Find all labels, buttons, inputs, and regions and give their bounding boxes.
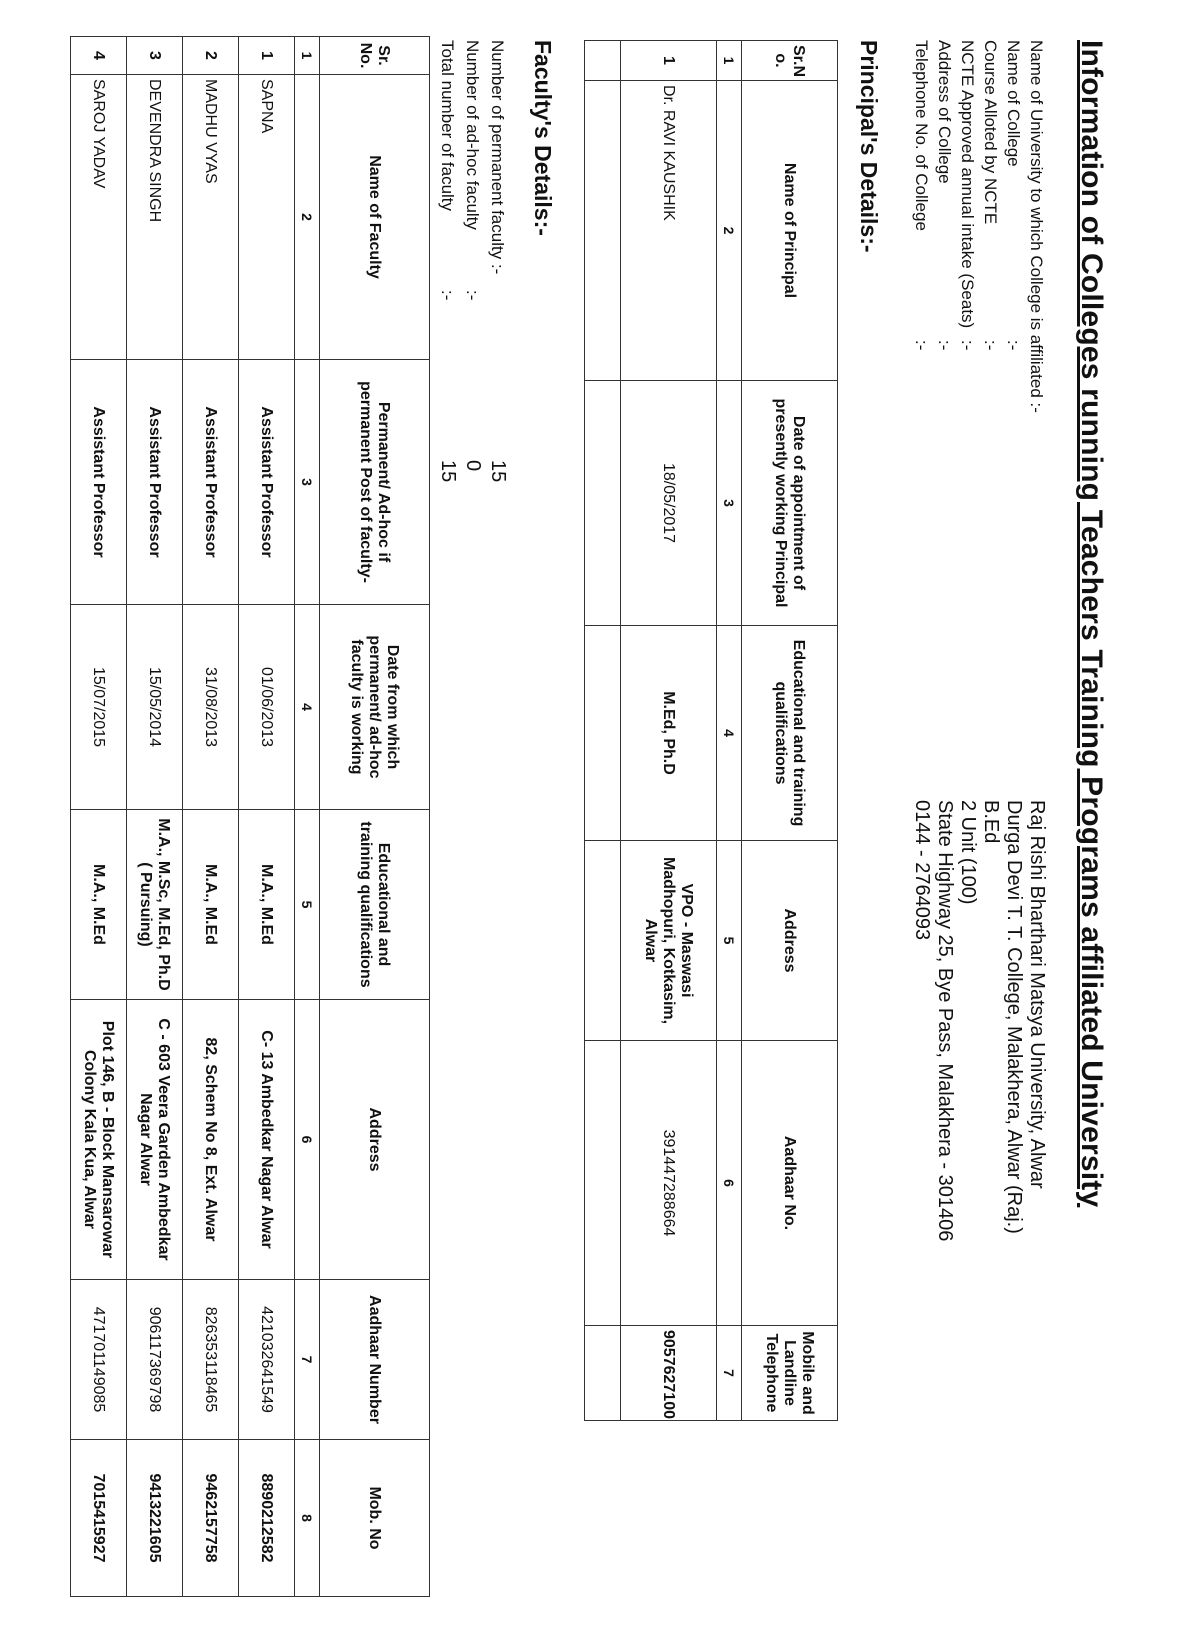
header-cell: Sr.N o. xyxy=(742,41,838,81)
info-row-course: Course Alloted by NCTE :- B.Ed xyxy=(980,40,1002,844)
header-cell: Address xyxy=(320,1000,430,1280)
cell-post: Assistant Professor xyxy=(239,360,295,605)
table-row xyxy=(621,41,717,1421)
summary-permanent: Number of permanent faculty :- 15 xyxy=(487,40,509,483)
table-row xyxy=(71,37,127,1597)
cell-address: 82, Schem No 8, Ext. Alwar xyxy=(183,1000,239,1280)
cell-mobile: 9413221605 xyxy=(127,1440,183,1597)
cell-qualification: M.A., M.Ed xyxy=(183,810,239,1000)
info-row-college: Name of College :- Durga Devi T. T. College, Malakhera, Alwar (Raj.) xyxy=(1003,40,1025,1234)
cell-date: 31/08/2013 xyxy=(183,605,239,810)
table-row xyxy=(183,37,239,1597)
cell-address: C - 603 Veera Garden Ambedkar Nagar Alwar xyxy=(127,1000,183,1280)
cell-qualification: M.A., M.Sc, M.Ed, Ph.D ( Pursuing) xyxy=(127,810,183,1000)
principal-header-row xyxy=(742,41,838,1421)
cell-mobile: 9462157758 xyxy=(183,1440,239,1597)
column-number: 4 xyxy=(717,626,742,841)
cell-sr: 3 xyxy=(127,37,183,75)
cell-name: MADHU VYAS xyxy=(183,75,239,360)
header-cell: Date of appointment of presently working Principal xyxy=(742,381,838,626)
column-number: 1 xyxy=(717,41,742,81)
column-number: 2 xyxy=(717,81,742,381)
cell-name: DEVENDRA SINGH xyxy=(127,75,183,360)
column-number: 4 xyxy=(295,605,320,810)
faculty-header-row xyxy=(320,37,430,1597)
cell-name: Dr. RAVI KAUSHIK xyxy=(621,81,717,381)
document-title: Information of Colleges running Teachers Training Programs affiliated University xyxy=(1075,40,1108,1208)
summary-total: Total number of faculty :- 15 xyxy=(437,40,459,483)
summary-adhoc: Number of ad-hoc faculty :- 0 xyxy=(462,40,484,472)
faculty-colnum-row xyxy=(295,37,320,1597)
column-number: 5 xyxy=(717,841,742,1041)
column-number: 7 xyxy=(295,1280,320,1440)
cell-sr: 1 xyxy=(239,37,295,75)
info-row-telephone: Telephone No. of College :- 0144 - 2764093 xyxy=(911,40,933,941)
cell-post: Assistant Professor xyxy=(127,360,183,605)
cell-aadhaar: 391447288664 xyxy=(621,1041,717,1326)
cell-date: 01/06/2013 xyxy=(239,605,295,810)
cell-aadhaar: 421032641549 xyxy=(239,1280,295,1440)
cell-mobile: 8890212582 xyxy=(239,1440,295,1597)
cell-address: Plot 146, B - Block Mansarowar Colony Kala Kua, Alwar xyxy=(71,1000,127,1280)
column-number: 6 xyxy=(295,1000,320,1280)
column-number: 3 xyxy=(717,381,742,626)
header-cell: Educational and training qualifications xyxy=(320,810,430,1000)
column-number: 2 xyxy=(295,75,320,360)
faculty-summary xyxy=(435,40,510,482)
column-number: 6 xyxy=(717,1041,742,1326)
principal-heading: Principal's Details:- xyxy=(856,40,882,253)
header-cell: Date from which permanent/ ad-hoc faculty is working xyxy=(320,605,430,810)
column-number: 3 xyxy=(295,360,320,605)
cell-post: Assistant Professor xyxy=(183,360,239,605)
cell-date: 15/07/2015 xyxy=(71,605,127,810)
header-cell: Aadhaar No. xyxy=(742,1041,838,1326)
header-cell: Name of Principal xyxy=(742,81,838,381)
faculty-heading: Faculty's Details:- xyxy=(530,40,556,236)
header-cell: Educational and training qualifications xyxy=(742,626,838,841)
info-row-intake: NCTE Approved annual intake (Seats) :- 2 Unit (100) xyxy=(957,40,979,905)
header-cell: Sr. No. xyxy=(320,37,430,75)
cell-sr: 1 xyxy=(621,41,717,81)
cell-post: Assistant Professor xyxy=(71,360,127,605)
header-cell: Aadhaar Number xyxy=(320,1280,430,1440)
principal-colnum-row xyxy=(717,41,742,1421)
table-row xyxy=(127,37,183,1597)
cell-sr: 2 xyxy=(183,37,239,75)
column-number: 7 xyxy=(717,1326,742,1421)
cell-qualification: M.Ed, Ph.D xyxy=(621,626,717,841)
cell-mobile: 9057627100 xyxy=(621,1326,717,1421)
header-cell: Permanent/ Ad-hoc if permanent Post of faculty- xyxy=(320,360,430,605)
info-row-university: Name of University to which College is affiliated :- Raj Rishi Bharthari Matsya University, Alwar xyxy=(1026,40,1048,1189)
header-cell: Address xyxy=(742,841,838,1041)
principal-table xyxy=(584,40,838,1421)
cell-sr: 4 xyxy=(71,37,127,75)
column-number: 5 xyxy=(295,810,320,1000)
table-row xyxy=(239,37,295,1597)
cell-date: 15/05/2014 xyxy=(127,605,183,810)
cell-address: VPO - Maswasi Madhopuri, Kotkasim, Alwar xyxy=(621,841,717,1041)
cell-address: C- 13 Ambedkar Nagar Alwar xyxy=(239,1000,295,1280)
cell-aadhaar: 906117369798 xyxy=(127,1280,183,1440)
cell-name: SAROJ YADAV xyxy=(71,75,127,360)
info-row-address: Address of College :- State Highway 25, Bye Pass, Malakhera - 301406 xyxy=(934,40,956,1242)
cell-aadhaar: 826353118465 xyxy=(183,1280,239,1440)
faculty-table xyxy=(70,36,430,1597)
column-number: 1 xyxy=(295,37,320,75)
cell-mobile: 7015415927 xyxy=(71,1440,127,1597)
column-number: 8 xyxy=(295,1440,320,1597)
header-cell: Mob. No xyxy=(320,1440,430,1597)
table-row-empty xyxy=(585,41,621,1421)
cell-qualification: M.A., M.Ed xyxy=(71,810,127,1000)
cell-date: 18/05/2017 xyxy=(621,381,717,626)
header-cell: Name of Faculty xyxy=(320,75,430,360)
cell-qualification: M.A., M.Ed xyxy=(239,810,295,1000)
header-cell: Mobile and Landline Telephone xyxy=(742,1326,838,1421)
cell-name: SAPNA xyxy=(239,75,295,360)
college-info xyxy=(910,40,1048,1420)
cell-aadhaar: 471701149085 xyxy=(71,1280,127,1440)
